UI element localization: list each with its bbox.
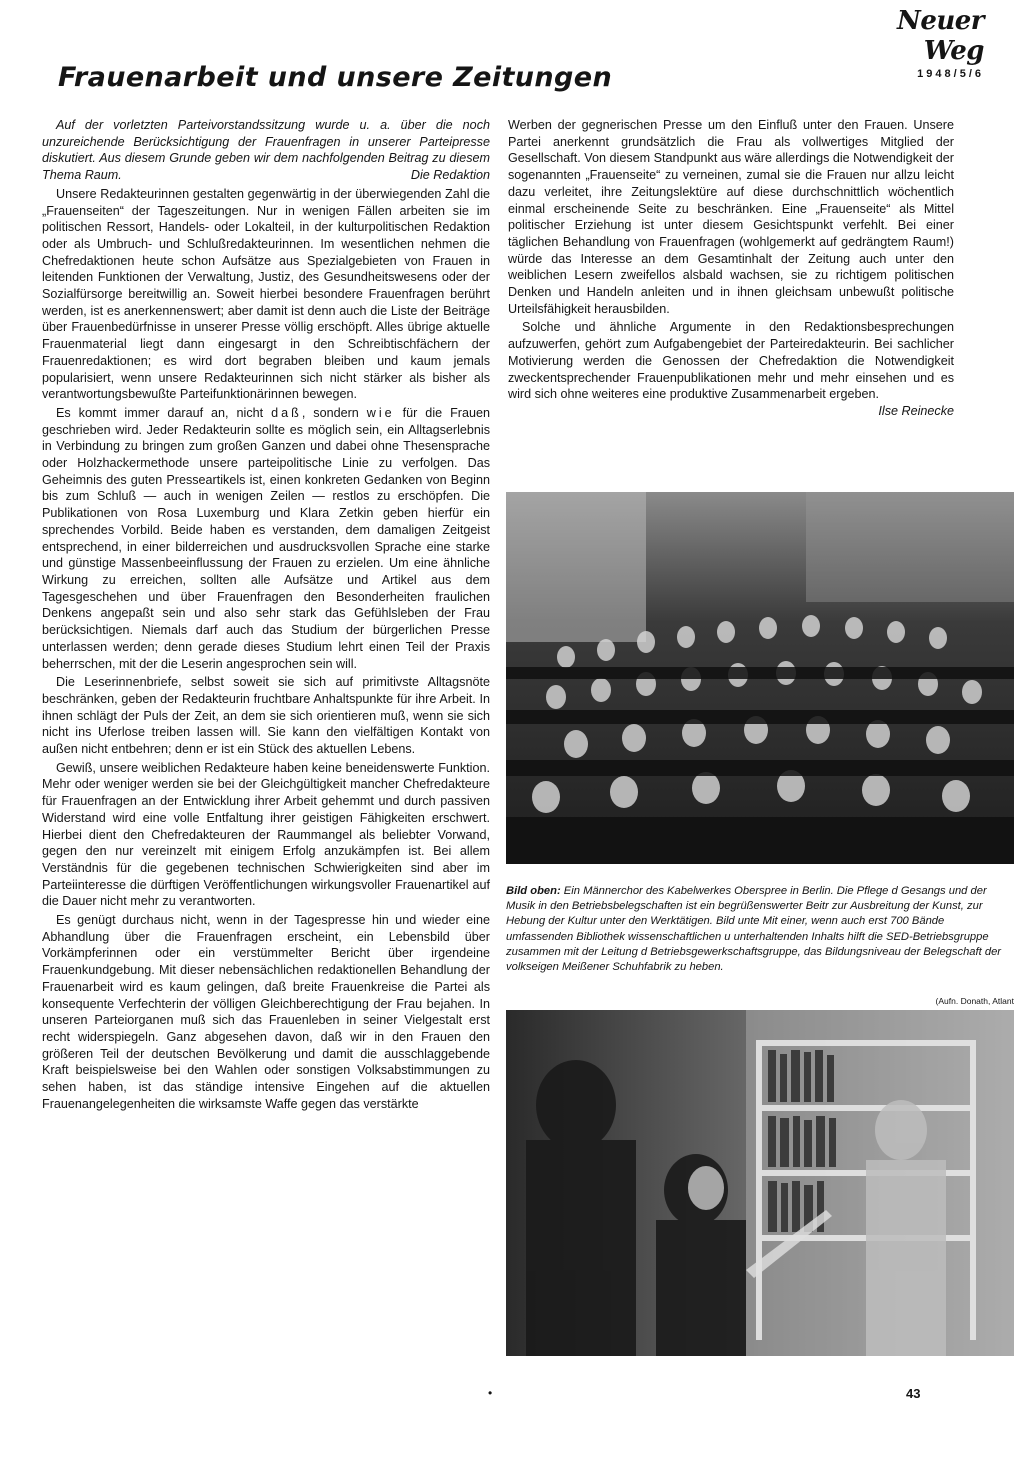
photo-mens-choir <box>506 492 1014 864</box>
article-paragraph: Solche und ähnliche Argumente in den Redaktionsbesprechungen aufzuwerfen, gehört zum Aufgabengebiet der Parteiredakteurin. Bei sachlicher Motivierung werden die Genossen der Chefredaktion die Notwendigkeit zweckentsprechender Frauenpublikationen mehr und mehr einsehen und es wird sich ohne weiteres eine produktive Zusammenarbeit ergeben. Ilse Reinecke <box>508 320 954 418</box>
article-title: Frauenarbeit und unsere Zeitungen <box>58 62 613 93</box>
photo-credit: (Aufn. Donath, Atlant <box>935 996 1014 1006</box>
caption-label: Bild oben: <box>506 885 561 897</box>
masthead-logo: Neuer Weg <box>897 6 984 66</box>
issue-number: 1948/5/6 <box>917 68 984 80</box>
page-number: 43 <box>906 1386 921 1401</box>
article-paragraph: Gewiß, unsere weiblichen Redakteure haben keine beneidenswerte Funktion. Mehr oder weniger werden sie bei der Gleichgültigkeit mancher Chefredakteure für Frauenfragen an der Entwicklung ihrer Arbeit gehemmt und durch passiven Widerstand wird eine volle Entfaltung ihrer geistigen Fähigkeiten erschwert. Hierbei dient den Chefredakteuren der Raummangel als beliebter Vorwand, gegen den nur vereinzelt mit einigem Erfolg anzukämpfen ist. Bei allem Verständnis für die gegebenen technischen Schwierigkeiten sind aber im Parteiinteresse die dürftigen Veröffentlichungen wirkungsvoller Frauenartikel auf die Dauer nicht mehr zu verantworten. <box>42 760 490 909</box>
intro-text: Auf der vorletzten Parteivorstandssitzung wurde u. a. über die noch unzureichende Berücksichtigung der Frauenfragen in unserer Parteipresse diskutiert. Aus diesem Grunde geben wir dem nachfolgenden Beitrag zu diesem Thema Raum. <box>42 118 490 183</box>
article-intro <box>42 117 490 184</box>
photo-library <box>506 1010 1014 1356</box>
article-paragraph: Die Leserinnenbriefe, selbst soweit sie sich auf primitivste Alltagsnöte beschränken, geben der Redakteurin fruchtbare Anhaltspunkte für ihre Arbeit. In ihnen schlägt der Puls der Zeit, an dem sie sich orientieren muß, wenn sie sich nicht ins Uferlose treiben lassen will. Sie kann den vielfältigen Kontakt von außen nicht entbehren; denn er ist ein Stück des aktuellen Lebens. <box>42 675 490 757</box>
photo-caption <box>506 884 1014 975</box>
article-paragraph: Werben der gegnerischen Presse um den Einfluß unter den Frauen. Unsere Partei anerkennt grundsätzlich die Frau als vollwertiges Mitglied der Gesellschaft. Von diesem Standpunkt aus wäre allerdings die Notwendigkeit der sogenannten „Frauenseite“ zu verneinen, zumal sie die Frauen nur allzu leicht dazu verleitet, ihre Zeitungslektüre auf diese durchschnittlich wöchentlich einmal erscheinende Seite zu beschränken. Eine „Frauenseite“ als Mittel politischer Erziehung ist unter diesem Gesichtspunkt verfehlt. Bei einer täglichen Behandlung von Frauenfragen (wohlgemerkt auf gedrängtem Raum!) würde das Interesse an dem Gesamtinhalt der Zeitung auch unter den weiblichen Lesern zweifellos alsbald wachsen, sie zu richtigem politischen Denken und Handeln anleiten und in ihnen gleichsam unbewußt politische Urteilsfähigkeit herausbilden. <box>508 118 954 316</box>
intro-signature: Die Redaktion <box>410 168 490 183</box>
article-column-left <box>42 117 490 1114</box>
article-author: Ilse Reinecke <box>878 403 954 418</box>
masthead <box>844 6 984 80</box>
article-paragraph: Unsere Redakteurinnen gestalten gegenwärtig in der überwiegenden Zahl die „Frauenseiten“ der Tageszeitungen. Nur in wenigen Fällen arbeiten sie im politischen Ressort, Handels- oder Lokalteil, in der kulturpolitischen Redaktion oder als Umbruch- und Schlußredakteurinnen. Im wesentlichen nehmen die Chefredaktionen heute schon Aufsätze aus Spezialgebieten von Frauen in leitenden Funktionen der Verwaltung, Justiz, des Gesundheitswesens oder der Sozialfürsorge bereitwillig an. Soweit hierbei besondere Frauenfragen berührt werden, ist es anerkennenswert; aber damit ist denn auch die Liste der Beiträge über Frauenbedürfnisse in unserer Presse völlig erschöpft. Alles übrige aktuelle Frauenmaterial liegt dann eingesargt in den Schreibtischfächern der Frauenredaktionen; es wird dort begraben bleiben und kaum jemals popularisiert, wenn unsere Redakteurinnen sich nicht stärker als bisher als verantwortungsbewußte Parteifunktionärinnen bewegen. <box>42 186 490 402</box>
choir-photo-illustration <box>506 492 1014 864</box>
article-column-right <box>508 117 954 422</box>
footer-dot: • <box>488 1386 493 1400</box>
emphasis-text: daß <box>271 405 302 420</box>
article-paragraph: Es genügt durchaus nicht, wenn in der Tagespresse hin und wieder eine Abhandlung über die Frauenfragen erscheint, ein Lebensbild über Vorkämpferinnen oder ein verstümmelter Bericht über irgendeine Frauenkundgebung. Mit dieser nebensächlichen redaktionellen Behandlung der Frauenarbeit wird es kaum gelingen, daß breite Frauenkreise die Partei als konsequente Verfechterin der völligen Gleichberechtigung der Frau bejahen. In unseren Parteiorganen muß sich das Frauenleben in seiner Vielgestalt erst recht widerspiegeln. Ganz abgesehen davon, daß wir in den Frauen den größeren Teil der deutschen Bevölkerung und damit die ausschlaggebende Kraft beispielsweise bei den Wahlen oder sonstigen Volksabstimmungen zu sehen haben, ist das ständige intensive Eingehen auf die aktuellen Frauenangelegenheiten die wirksamste Waffe gegen das verstärkte <box>42 913 490 1111</box>
emphasis-text: wie <box>366 405 395 420</box>
library-photo-illustration <box>506 1010 1014 1356</box>
article-paragraph: Es kommt immer darauf an, nicht daß, sondern wie für die Frauen geschrieben wird. Jeder Redakteurin sollte es möglich sein, ein Alltagserlebnis in Verbindung zu bringen zum großen Ganzen und dabei ohne Thesensprache oder Holzhackermethode unsere parteipolitische Linie zu verfolgen. Das Geheimnis des guten Presseartikels ist, einen konkreten Gedanken von Beginn bis zum Schluß — auch in wenigen Zeilen — restlos zu erschöpfen. Die Publikationen von Rosa Luxemburg und Klara Zetkin geben hierfür ein sprechendes Vorbild. Beide haben es verstanden, dem damaligen Zeitgeist entsprechend, in einer bilderreichen und ausdrucksvollen Sprache eine starke und günstige Massenbeeinflussung der Frauen zu erzielen. Um eine ähnliche Wirkung zu erreichen, sollten alle Aufsätze und Artikel aus dem Tagesgeschehen und über Frauenfragen den Besonderheiten fraulichen Denkens angepaßt sein und also sehr stark das Gefühlsleben der Frau berücksichtigen. Niemals darf auch das Studium der bürgerlichen Presse unterlassen werden; denn gerade dieses Studium lehrt einen Teil der Praxis beherrschen, mit der die Leserin angesprochen sein will. <box>42 405 490 671</box>
caption-text: Ein Männerchor des Kabelwerkes Oberspree in Berlin. Die Pflege d Gesangs und der Musik in den Betriebsbelegschaften ist ein begrüßenswerter Beitr zur Ausbreitung der Kunst, zur Hebung der Kultur unter den Werktätigen. Bild unte Mit einer, wenn auch erst 700 Bände umfassenden Bibliothek wissenschaftlichen u unterhaltenden Inhalts hilft die SED-Betriebsgruppe zusammen mit der Leitung d Betriebsgewerkschaftsgruppe, das Bildungsniveau der Belegschaft der volkseigen Meißener Schuhfabrik zu heben. <box>506 885 1002 974</box>
